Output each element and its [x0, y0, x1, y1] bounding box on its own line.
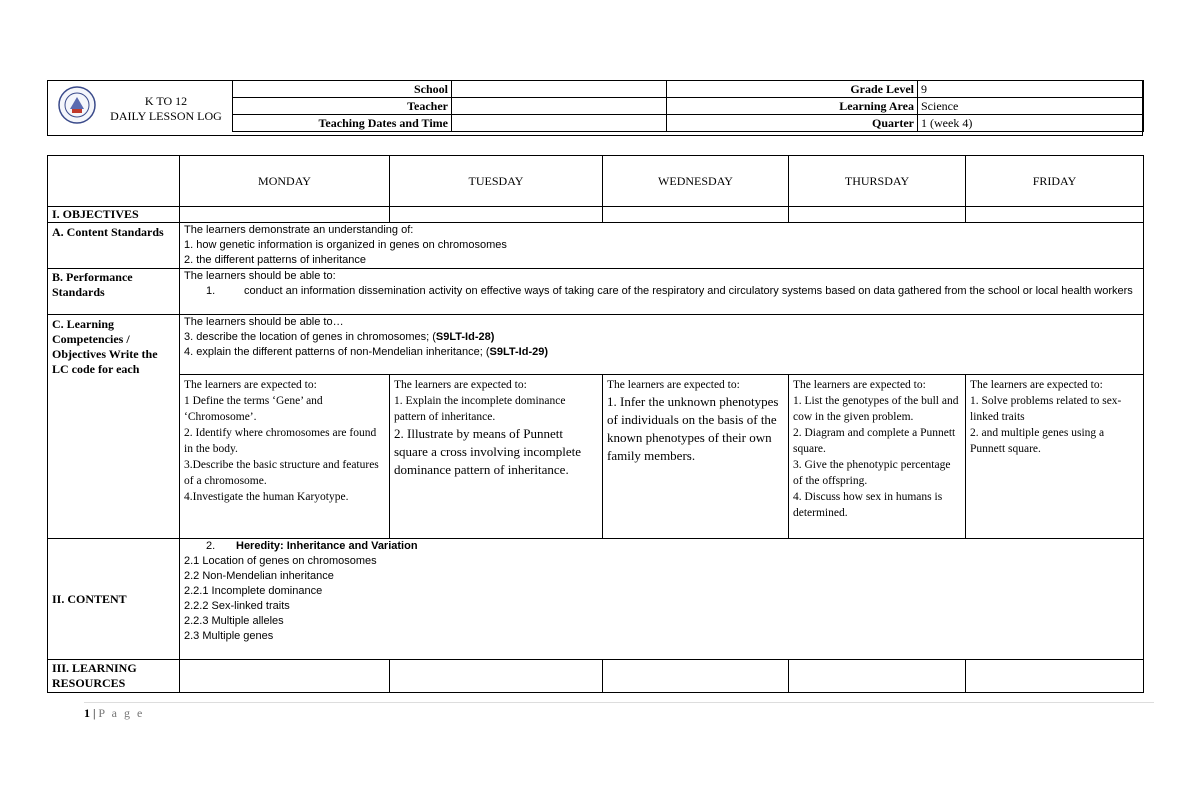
content-line: 2.2.1 Incomplete dominance [184, 585, 323, 597]
teacher-value [452, 98, 667, 115]
header-info-table [232, 80, 1144, 132]
learning-area-label: Learning Area [667, 98, 918, 115]
performance-standards-text [180, 269, 1144, 315]
ps-item-text: conduct an information dissemination activity on effective ways of taking care of the respiratory and circulatory systems based on data gathered from the school or local health workers [244, 285, 1133, 297]
content-line: 2.1 Location of genes on chromosomes [184, 555, 377, 567]
cs-line: The learners demonstrate an understanding of: [184, 224, 414, 236]
quarter-label: Quarter [667, 115, 918, 132]
day-wednesday: WEDNESDAY [603, 156, 789, 207]
ps-intro: The learners should be able to: [184, 270, 336, 282]
teacher-label: Teacher [233, 98, 452, 115]
day-tuesday: TUESDAY [390, 156, 603, 207]
wednesday-objectives: The learners are expected to: 1. Infer the unknown phenotypes of individuals on the basis of the known phenotypes of their own family members. [603, 375, 789, 539]
school-value [452, 81, 667, 98]
content-line: 2.2.3 Multiple alleles [184, 615, 284, 627]
content-topic: 2. Heredity: Inheritance and Variation [206, 540, 418, 552]
day-monday: MONDAY [180, 156, 390, 207]
content-line: 2.3 Multiple genes [184, 630, 274, 642]
content-line: 2.2 Non-Mendelian inheritance [184, 570, 334, 582]
lc-item-2: 4. explain the different patterns of non-Mendelian inheritance; (S9LT-Id-29) [184, 346, 549, 358]
deped-seal-icon [58, 85, 96, 125]
cs-line: 1. how genetic information is organized in genes on chromosomes [184, 239, 507, 251]
objectives-label: I. OBJECTIVES [48, 207, 180, 223]
content-text [180, 539, 1144, 660]
learning-area-value: Science [918, 98, 1144, 115]
performance-standards-label: B. Performance Standards [48, 269, 180, 315]
content-standards-label: A. Content Standards [48, 223, 180, 269]
day-friday: FRIDAY [966, 156, 1144, 207]
footer-divider [84, 702, 1154, 703]
cs-line: 2. the different patterns of inheritance [184, 254, 367, 266]
dates-label: Teaching Dates and Time [233, 115, 452, 132]
content-standards-text [180, 223, 1144, 269]
page-word: P a g e [98, 706, 145, 720]
friday-objectives: The learners are expected to: 1. Solve problems related to sex-linked traits 2. and multiple genes using a Punnett square. [966, 375, 1144, 539]
grade-level-label: Grade Level [667, 81, 918, 98]
content-line: 2.2.2 Sex-linked traits [184, 600, 290, 612]
monday-objectives: The learners are expected to: 1 Define the terms ‘Gene’ and ‘Chromosome’. 2. Identify where chromosomes are found in the body. 3.Describe the basic structure and features of a chromosome. 4.Investigate the human Karyotype. [180, 375, 390, 539]
learning-competencies-text [180, 315, 1144, 375]
lc-item-1: 3. describe the location of genes in chromosomes; (S9LT-Id-28) [184, 331, 495, 343]
corner-cell [48, 156, 180, 207]
dates-value [452, 115, 667, 132]
learning-competencies-label: C. Learning Competencies / Objectives Write the LC code for each [48, 315, 180, 539]
lc-code: S9LT-Id-29 [489, 346, 545, 358]
ps-item-num: 1. [206, 285, 216, 297]
objectives-cell [180, 207, 390, 223]
quarter-value: 1 (week 4) [918, 115, 1144, 132]
day-thursday: THURSDAY [789, 156, 966, 207]
lc-code: S9LT-Id-28 [435, 331, 491, 343]
page-number: 1 [84, 706, 90, 720]
tuesday-objectives: The learners are expected to: 1. Explain the incomplete dominance pattern of inheritance. 2. Illustrate by means of Punnett square a cross involving incomplete dominance pattern of inheritance. [390, 375, 603, 539]
grade-level-value: 9 [918, 81, 1144, 98]
k12-title [96, 94, 236, 124]
school-label: School [233, 81, 452, 98]
learning-resources-label: III. LEARNING RESOURCES [48, 660, 180, 693]
ps-item [184, 284, 1139, 299]
lesson-log-table [47, 155, 1144, 693]
thursday-objectives: The learners are expected to: 1. List the genotypes of the bull and cow in the given problem. 2. Diagram and complete a Punnett square. 3. Give the phenotypic percentage of the offspring. 4. Discuss how sex in humans is determined. [789, 375, 966, 539]
dll-label: DAILY LESSON LOG [110, 109, 222, 123]
content-label: II. CONTENT [48, 539, 180, 660]
lc-intro: The learners should be able to… [184, 316, 344, 328]
k12-label: K TO 12 [144, 94, 188, 108]
page-footer: 1 | P a g e [84, 706, 145, 720]
